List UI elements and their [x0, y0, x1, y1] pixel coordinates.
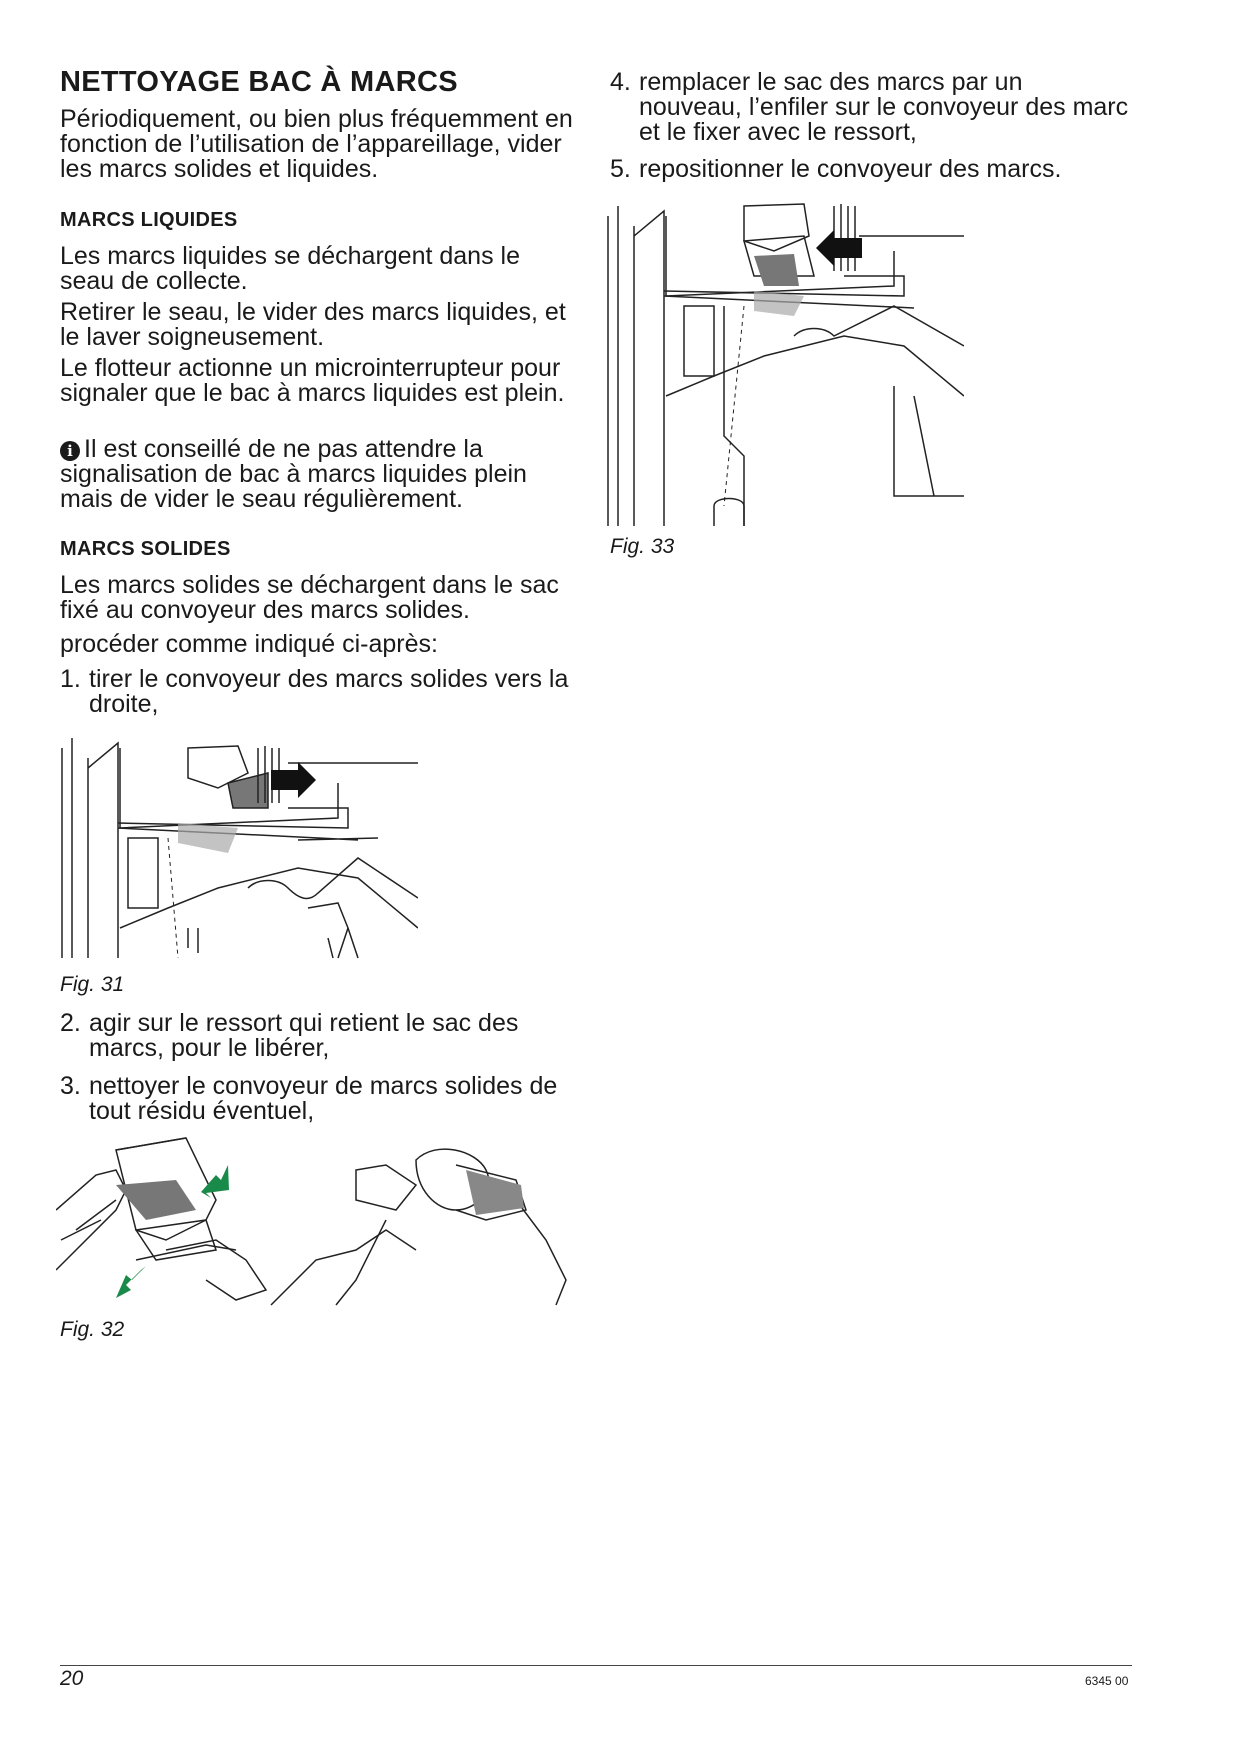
step-4: [610, 70, 1130, 145]
solides-paragraph-2: procéder comme indiqué ci-après:: [60, 630, 438, 658]
step-text: repositionner le convoyeur des marcs.: [639, 155, 1062, 183]
solides-paragraph-1: Les marcs solides se déchargent dans le sac fixé au convoyeur des marcs solides.: [60, 571, 559, 624]
step-2: [60, 1011, 580, 1061]
step-text: remplacer le sac des marcs par un nouveau, l’enfiler sur le convoyeur des marc et le fixer avec le ressort,: [639, 68, 1129, 146]
intro-paragraph: Périodiquement, ou bien plus fréquemment en fonction de l’utilisation de l’appareillage, vider les marcs solides et liquides.: [60, 105, 573, 183]
liquides-paragraph-3: Le flotteur actionne un microinterrupteur pour signaler que le bac à marcs liquides est plein.: [60, 354, 565, 407]
footer-rule: [60, 1665, 1132, 1666]
step-text: agir sur le ressort qui retient le sac des marcs, pour le libérer,: [89, 1009, 519, 1062]
liquides-paragraph-2: Retirer le seau, le vider des marcs liquides, et le laver soigneusement.: [60, 298, 566, 351]
section-heading-liquides: MARCS LIQUIDES: [60, 209, 238, 231]
liquides-paragraph-1: Les marcs liquides se déchargent dans le seau de collecte.: [60, 242, 520, 295]
document-code: 6345 00: [1085, 1674, 1129, 1688]
step-number: 1.: [60, 665, 81, 693]
step-3: [60, 1074, 580, 1124]
step-5: [610, 157, 1130, 182]
step-text: tirer le convoyeur des marcs solides vers la droite,: [89, 665, 569, 718]
step-1: [60, 667, 580, 717]
figure-31-caption: Fig. 31: [60, 973, 125, 996]
step-number: 5.: [610, 155, 631, 183]
figure-32-caption: Fig. 32: [60, 1318, 125, 1341]
figure-31-illustration: [58, 728, 418, 968]
liquides-note: [60, 437, 580, 512]
info-icon: i: [60, 441, 80, 461]
page-title: NETTOYAGE BAC À MARCS: [60, 66, 458, 98]
step-text: nettoyer le convoyeur de marcs solides de tout résidu éventuel,: [89, 1072, 558, 1125]
figure-33-illustration: [604, 196, 964, 526]
step-number: 3.: [60, 1072, 81, 1100]
page-number: 20: [60, 1667, 84, 1690]
step-number: 4.: [610, 68, 631, 96]
step-number: 2.: [60, 1009, 81, 1037]
section-heading-solides: MARCS SOLIDES: [60, 538, 231, 560]
figure-32-illustration: [56, 1130, 576, 1310]
figure-33-caption: Fig. 33: [610, 535, 675, 558]
liquides-note-text: Il est conseillé de ne pas attendre la signalisation de bac à marcs liquides plein mais de vider le seau régulièrement.: [60, 435, 527, 513]
